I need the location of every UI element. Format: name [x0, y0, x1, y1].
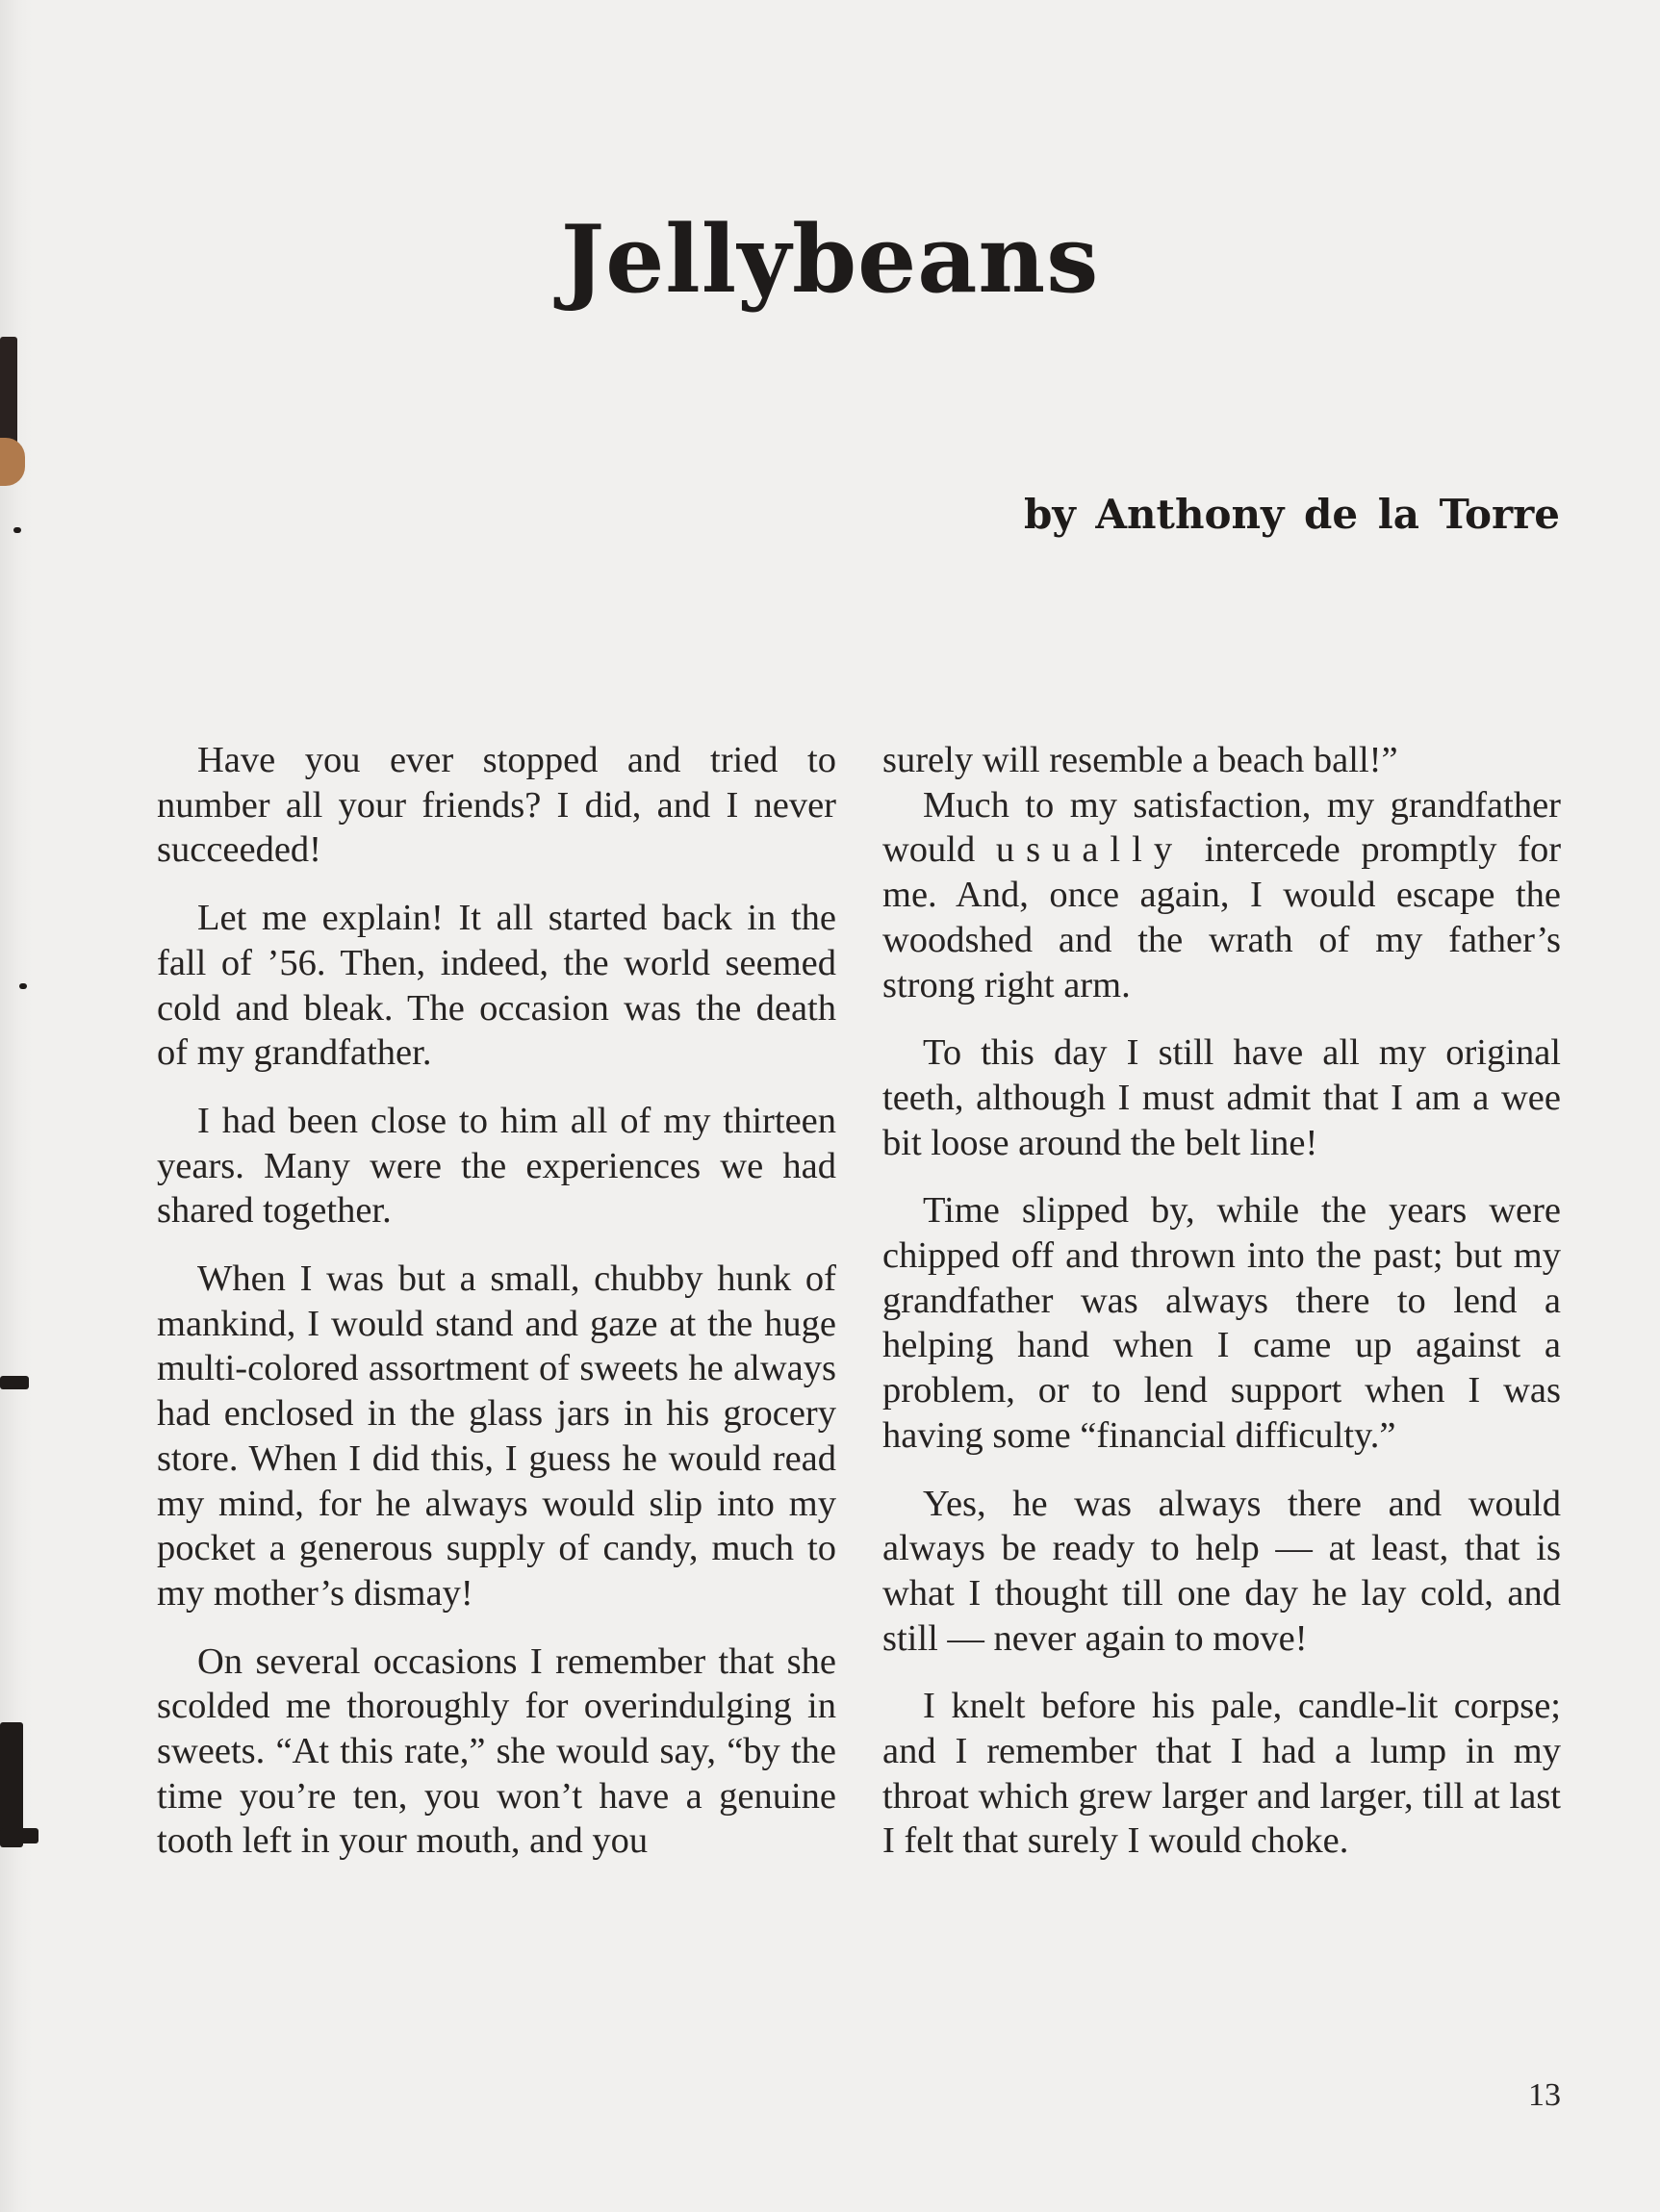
binding-tear-mark: [13, 527, 21, 533]
page-number: 13: [1528, 2077, 1561, 2113]
paragraph: On several occasions I remember that she scolded me thoroughly for overindulging in sweets. “At this rate,” she would say, “by the time you’re ten, you won’t have a genuine tooth left in your mouth, and you: [157, 1640, 836, 1862]
paragraph: To this day I still have all my original teeth, although I must admit that I am a wee bit loose around the belt line!: [882, 1032, 1561, 1163]
paragraph: [882, 783, 1561, 1008]
binding-tear-mark: [0, 1828, 38, 1843]
paragraph: I knelt before his pale, candle-lit corpse; and I remember that I had a lump in my throat which grew larger and larger, till at last I felt that surely I would choke.: [882, 1686, 1561, 1862]
paragraph: Time slipped by, while the years were chipped off and thrown into the past; but my grandfather was always there to lend a helping hand when I came up against a problem, or to lend support when I was having some “financial difficulty.”: [882, 1190, 1561, 1456]
binding-tear-mark: [0, 1376, 29, 1389]
binding-tear-mark: [19, 983, 27, 989]
text-column-left: [157, 738, 836, 1864]
paragraph: Let me explain! It all started back in the fall of ’56. Then, indeed, the world seemed cold and bleak. The occasion was the death of my grandfather.: [157, 898, 836, 1074]
paragraph-text: Much to my satisfaction, my grandfather would: [882, 784, 1561, 871]
paragraph-text: intercede promptly for me. And, once again, I would escape the woodshed and the wrath of my father’s strong right arm.: [882, 829, 1562, 1005]
article-byline: by Anthony de la Torre: [1024, 491, 1560, 538]
paragraph-continuation: surely will resemble a beach ball!”: [882, 740, 1398, 780]
emphasized-word: usually: [995, 829, 1185, 871]
text-column-right: [882, 738, 1561, 1864]
article-title: Jellybeans: [560, 205, 1100, 314]
page-binding-edge: [0, 0, 33, 2212]
paragraph: I had been close to him all of my thirteen years. Many were the experiences we had shared together.: [157, 1100, 836, 1232]
paragraph: Yes, he was always there and would always be ready to help — at least, that is what I thought till one day he lay cold, and still — never again to move!: [882, 1483, 1561, 1659]
paragraph: When I was but a small, chubby hunk of mankind, I would stand and gaze at the huge multi-colored assortment of sweets he always had enclosed in the glass jars in his grocery store. When I did this, I guess he would read my mind, for he always would slip into my pocket a generous supply of candy, much to my mother’s dismay!: [157, 1259, 836, 1614]
paragraph: Have you ever stopped and tried to number all your friends? I did, and I never succeeded!: [157, 740, 836, 871]
